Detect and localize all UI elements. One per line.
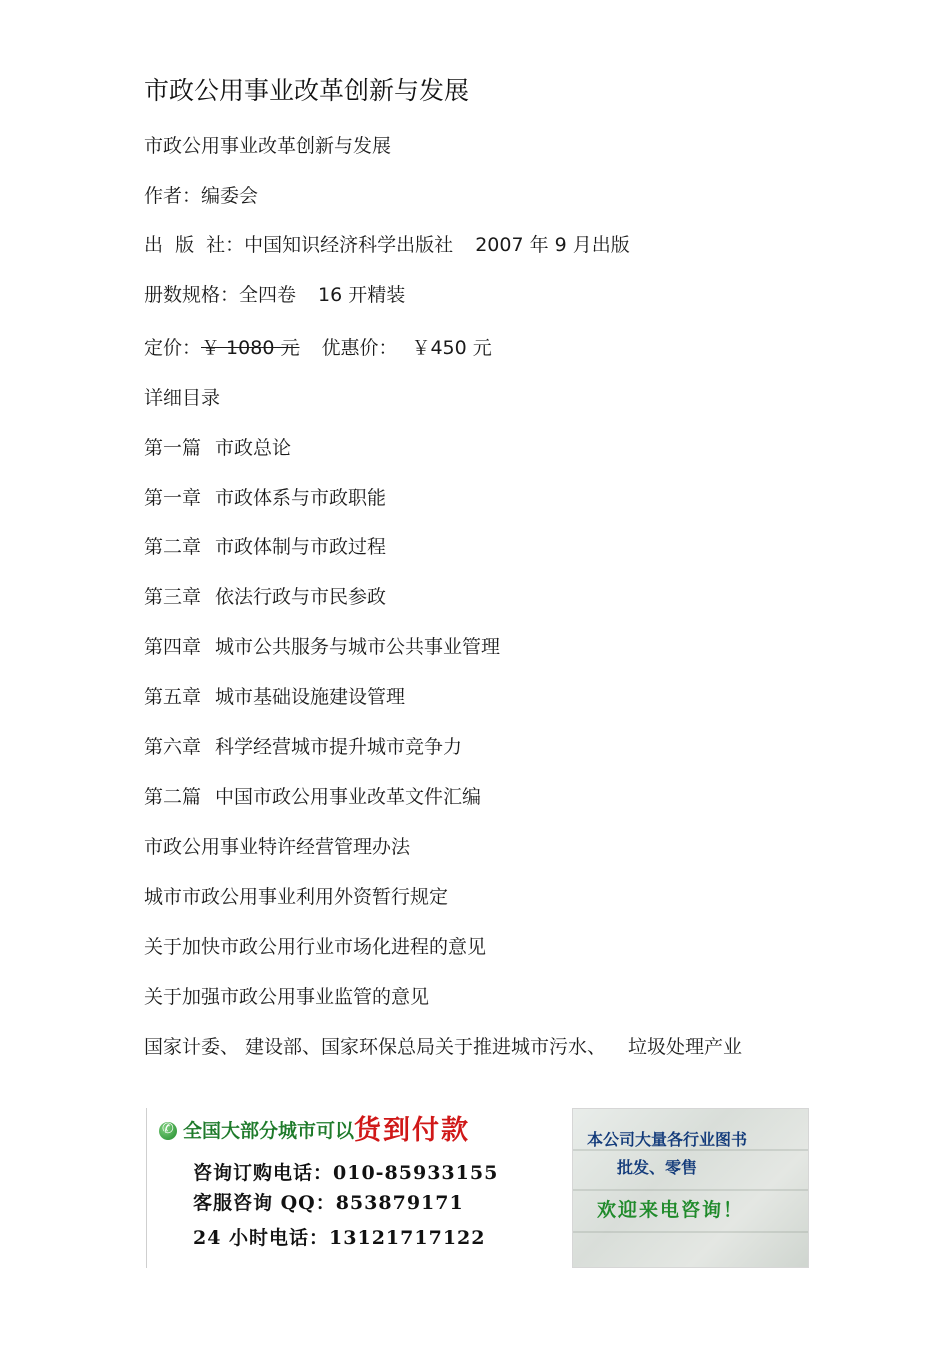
publisher-label: 出 版 社： [144, 234, 245, 256]
document-item: 关于加快市政公用行业市场化进程的意见 [144, 936, 487, 958]
publish-date: 2007 年 9 月出版 [475, 234, 630, 256]
ad-wholesale-line: 本公司大量各行业图书 [587, 1130, 748, 1149]
toc-text: 城市公共服务与城市公共事业管理 [215, 636, 501, 658]
toc-item [144, 485, 386, 511]
toc-item [144, 534, 386, 560]
publisher-name: 中国知识经济科学出版社 [244, 234, 454, 256]
toc-item [144, 784, 481, 810]
document-item: 市政公用事业特许经营管理办法 [144, 836, 411, 858]
document-item-part-a: 国家计委、 建设部、国家环保总局关于推进城市污水、 [144, 1036, 607, 1058]
toc-item [144, 634, 500, 660]
spec-format: 16 开精装 [318, 284, 406, 306]
price-label: 定价： [144, 337, 202, 359]
ad-retail-line: 批发、零售 [617, 1158, 698, 1177]
spec-label: 册数规格： [144, 284, 240, 306]
ad-headline [183, 1115, 471, 1146]
document-item-truncated [144, 1034, 742, 1060]
ad-service-qq: 客服咨询 QQ：853879171 [193, 1192, 464, 1214]
toc-text: 依法行政与市民参政 [215, 586, 387, 608]
toc-item [144, 734, 462, 760]
ad-contact-panel [146, 1108, 559, 1268]
shelf-divider [573, 1189, 808, 1191]
toc-text: 市政总论 [215, 437, 292, 459]
publisher-line [144, 232, 630, 258]
toc-number: 第三章 [144, 586, 202, 608]
toc-text: 市政体制与市政过程 [215, 536, 387, 558]
toc-item [144, 435, 291, 461]
book-title: 市政公用事业改革创新与发展 [144, 135, 392, 157]
ad-hotline: 24 小时电话：13121717122 [193, 1227, 486, 1249]
toc-number: 第一章 [144, 487, 202, 509]
toc-number: 第二章 [144, 536, 202, 558]
toc-number: 第二篇 [144, 786, 202, 808]
toc-text: 科学经营城市提升城市竞争力 [215, 736, 463, 758]
toc-heading: 详细目录 [144, 387, 221, 409]
spec-line [144, 282, 405, 308]
document-item-part-b: 垃圾处理产业 [628, 1036, 743, 1058]
ad-order-phone: 咨询订购电话：010-85933155 [193, 1162, 499, 1184]
toc-number: 第一篇 [144, 437, 202, 459]
ad-welcome-line: 欢迎来电咨询！ [597, 1199, 745, 1221]
toc-text: 城市基础设施建设管理 [215, 686, 406, 708]
toc-number: 第四章 [144, 636, 202, 658]
toc-number: 第六章 [144, 736, 202, 758]
price-line [144, 335, 492, 361]
advertisement-banner [146, 1108, 808, 1268]
ad-headline-emphasis: 货到付款 [354, 1115, 471, 1146]
document-item: 城市市政公用事业利用外资暂行规定 [144, 886, 449, 908]
phone-icon [159, 1122, 177, 1140]
document-title: 市政公用事业改革创新与发展 [144, 76, 470, 105]
ad-headline-prefix: 全国大部分城市可以 [183, 1120, 355, 1142]
author-line: 作者：编委会 [144, 185, 259, 207]
toc-item [144, 584, 386, 610]
document-item: 关于加强市政公用事业监管的意见 [144, 986, 430, 1008]
discount-label: 优惠价： [321, 337, 398, 359]
shelf-divider [573, 1231, 808, 1233]
ad-bookstore-panel [572, 1108, 809, 1268]
discount-price: ￥450 元 [411, 337, 492, 359]
toc-number: 第五章 [144, 686, 202, 708]
toc-text: 市政体系与市政职能 [215, 487, 387, 509]
toc-item [144, 684, 405, 710]
original-price: ￥ 1080 元 [201, 337, 300, 359]
spec-volumes: 全四卷 [239, 284, 297, 306]
toc-text: 中国市政公用事业改革文件汇编 [215, 786, 482, 808]
